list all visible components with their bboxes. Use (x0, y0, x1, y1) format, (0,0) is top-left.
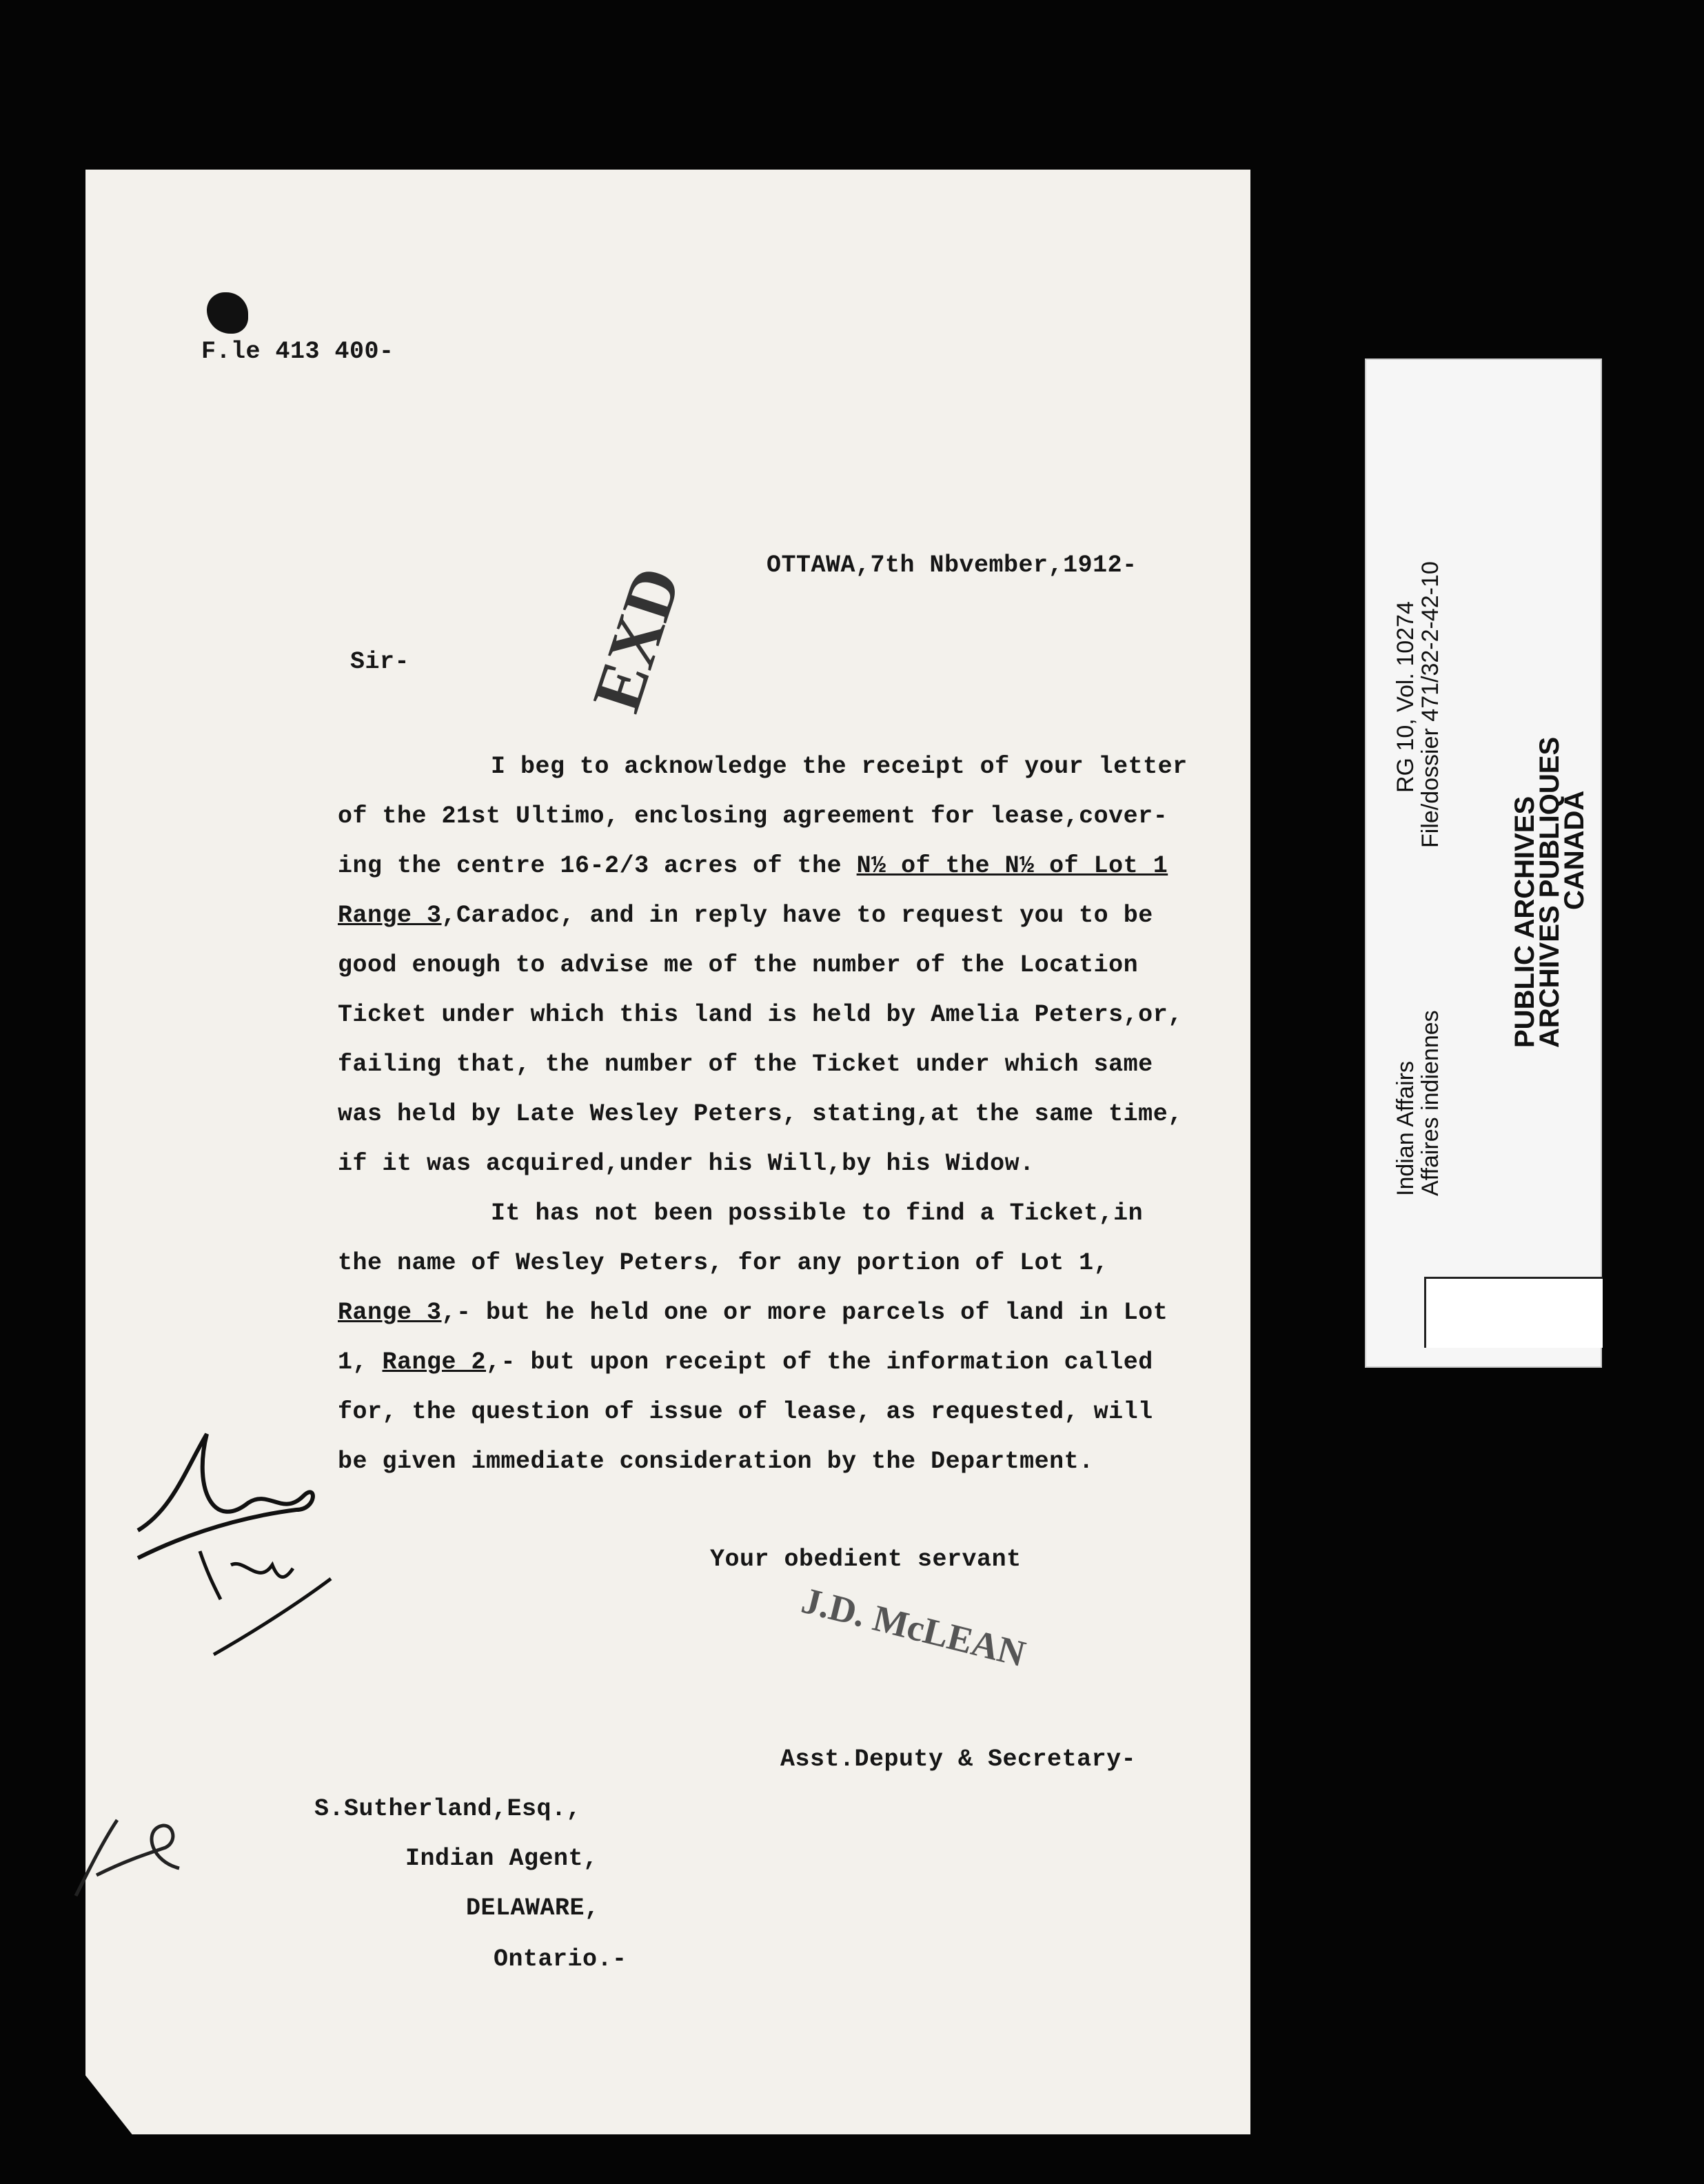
body-text: ,- but he held one or more parcels of land in Lot (441, 1299, 1168, 1326)
body-text: ,Caradoc, and in reply have to request you to be (441, 902, 1153, 929)
archive-title: PUBLIC ARCHIVES (1510, 796, 1540, 1048)
range-reference: Range 3 (338, 902, 442, 929)
label-tab (1424, 1277, 1603, 1348)
body-text: ,- but upon receipt of the information called (486, 1348, 1153, 1376)
body-line: the name of Wesley Peters, for any portion of Lot 1, (338, 1249, 1109, 1277)
range-reference: Range 2 (382, 1348, 487, 1376)
archive-ref: RG 10, Vol. 10274 (1392, 601, 1419, 793)
date-line: OTTAWA,7th Nbvember,1912- (767, 552, 1137, 579)
body-line: for, the question of issue of lease, as requested, will (338, 1398, 1153, 1426)
body-line (338, 1299, 1168, 1326)
body-line (338, 902, 1153, 929)
body-line (338, 1348, 1153, 1376)
signatory-title: Asst.Deputy & Secretary- (780, 1746, 1137, 1773)
body-text: 1, (338, 1348, 383, 1376)
addressee-line: DELAWARE, (466, 1894, 600, 1922)
body-line: good enough to advise me of the number of the Location (338, 951, 1139, 979)
body-line: failing that, the number of the Ticket under which same (338, 1051, 1153, 1078)
body-text: ing the centre 16-2/3 acres of the (338, 852, 857, 880)
body-line: be given immediate consideration by the Department. (338, 1448, 1094, 1475)
addressee-line: Indian Agent, (405, 1845, 598, 1872)
handwritten-note (62, 1792, 200, 1917)
signature-stamp: J.D. McLEAN (798, 1579, 1030, 1675)
closing: Your obedient servant (710, 1546, 1022, 1573)
addressee-line: S.Sutherland,Esq., (314, 1795, 582, 1823)
archive-file: File/dossier 471/32-2-42-10 (1417, 561, 1443, 848)
file-reference: F.le 413 400- (201, 338, 394, 365)
body-line: I beg to acknowledge the receipt of your letter (491, 753, 1188, 780)
range-reference: Range 3 (338, 1299, 442, 1326)
addressee-line: Ontario.- (494, 1945, 627, 1973)
archive-title-fr: ARCHIVES PUBLIQUES (1534, 736, 1565, 1048)
salutation: Sir- (350, 648, 410, 676)
body-line: Ticket under which this land is held by Amelia Peters,or, (338, 1001, 1183, 1029)
archive-dept: Indian Affairs (1392, 1061, 1419, 1196)
body-line: if it was acquired,under his Will,by his Widow. (338, 1150, 1035, 1177)
body-line: It has not been possible to find a Ticket,in (491, 1200, 1144, 1227)
body-line: of the 21st Ultimo, enclosing agreement for lease,cover- (338, 802, 1168, 830)
body-line (338, 852, 1168, 880)
land-description: N½ of the N½ of Lot 1 (856, 852, 1168, 880)
archive-dept-fr: Affaires indiennes (1417, 1010, 1443, 1196)
handwritten-initials (110, 1393, 345, 1668)
body-line: was held by Late Wesley Peters, stating,at the same time, (338, 1100, 1183, 1128)
exd-stamp: EXD (577, 558, 696, 720)
archive-country: CANADA (1559, 790, 1590, 910)
